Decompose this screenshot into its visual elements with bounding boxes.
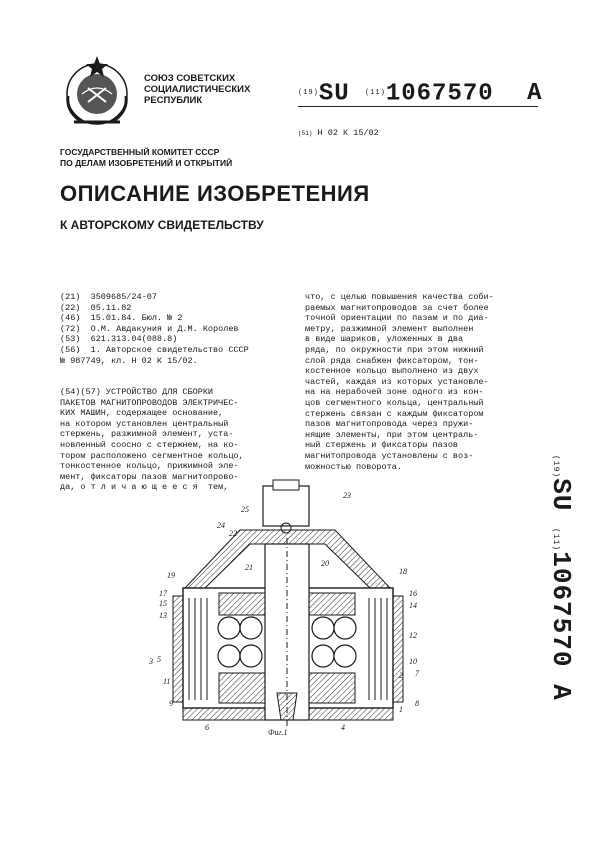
header-divider [298, 106, 538, 107]
callout-label: 16 [409, 589, 417, 598]
patent-number-header: (19)SU (11)1067570 A [298, 80, 543, 108]
document-subtitle: К АВТОРСКОМУ СВИДЕТЕЛЬСТВУ [60, 218, 264, 232]
bibliographic-data: (21) 3509685/24-07 (22) 05.11.82 (46) 15.01.84. Бюл. № 2 (72) О.М. Авдакуния и Д.М. Королев (53) 621.313.04(088.8) (56) 1. Авторское свидетельство СССР № 987749, кл. Н 02 К 15/02. [60, 292, 249, 366]
callout-label: 1 [399, 705, 403, 714]
callout-label: 4 [341, 723, 345, 732]
ipc-classification: (51) Н 02 К 15/02 [298, 128, 379, 138]
figure-caption: Фиг.1 [268, 728, 288, 737]
callout-label: 18 [399, 567, 407, 576]
callout-label: 9 [169, 699, 173, 708]
committee-name: ГОСУДАРСТВЕННЫЙ КОМИТЕТ СССР ПО ДЕЛАМ ИЗОБРЕТЕНИЙ И ОТКРЫТИЙ [60, 147, 233, 168]
callout-label: 2 [399, 671, 403, 680]
callout-label: 19 [167, 571, 175, 580]
callout-label: 15 [159, 599, 167, 608]
abstract-left-column: (54)(57) УСТРОЙСТВО ДЛЯ СБОРКИ ПАКЕТОВ МАГНИТОПРОВОДОВ ЭЛЕКТРИЧЕС- КИХ МАШИН, содержащее основание, на котором установлен центральный стержень, разжимной элемент, уста- новленный соосно с стержнем, на ко- тором расположено сегментное кольцо, тонкостенное кольцо, прижимной эле- мент, фиксаторы пазов магнитопрово- да, о т л и ч а ю щ е е с я тем, [60, 387, 244, 493]
callout-label: 8 [415, 699, 419, 708]
callout-label: 3 [149, 657, 153, 666]
callout-label: 20 [321, 559, 329, 568]
callout-label: 14 [409, 601, 417, 610]
callout-label: 12 [409, 631, 417, 640]
callout-label: 6 [205, 723, 209, 732]
callout-label: 23 [343, 491, 351, 500]
callout-label: 22 [229, 529, 237, 538]
callout-label: 5 [157, 655, 161, 664]
callout-label: 7 [415, 669, 419, 678]
patent-number-vertical: (19)SU (11)1067570 A [546, 455, 576, 701]
callout-label: 17 [159, 589, 167, 598]
technical-drawing [145, 478, 445, 743]
abstract-right-column: что, с целью повышения качества соби- раемых магнитопроводов за счет более точной ориентации по пазам и по диа- метру, разжимной элемент выполнен в виде шариков, уложенных в два ряда, по окружности при этом нижний слой ряда снабжен фиксатором, тон- костенное кольцо выполнено из двух частей, каждая из которых установле- на на нерабочей зоне одного из кон- цов сегментного кольца, центральный стержень связан с каждым фиксатором пазов магнитопровода через пружи- нящие элементы, при этом централь- ный стержень и фиксаторы пазов магнитопровода установлены с воз- можностью поворота. [305, 292, 494, 472]
document-title: ОПИСАНИЕ ИЗОБРЕТЕНИЯ [60, 181, 370, 206]
callout-label: 21 [245, 563, 253, 572]
callout-label: 24 [217, 521, 225, 530]
callout-label: 11 [163, 677, 171, 686]
issuer-name: СОЮЗ СОВЕТСКИХ СОЦИАЛИСТИЧЕСКИХ РЕСПУБЛИК [144, 73, 251, 106]
state-emblem [58, 52, 136, 130]
callout-label: 10 [409, 657, 417, 666]
callout-label: 25 [241, 505, 249, 514]
callout-label: 13 [159, 611, 167, 620]
